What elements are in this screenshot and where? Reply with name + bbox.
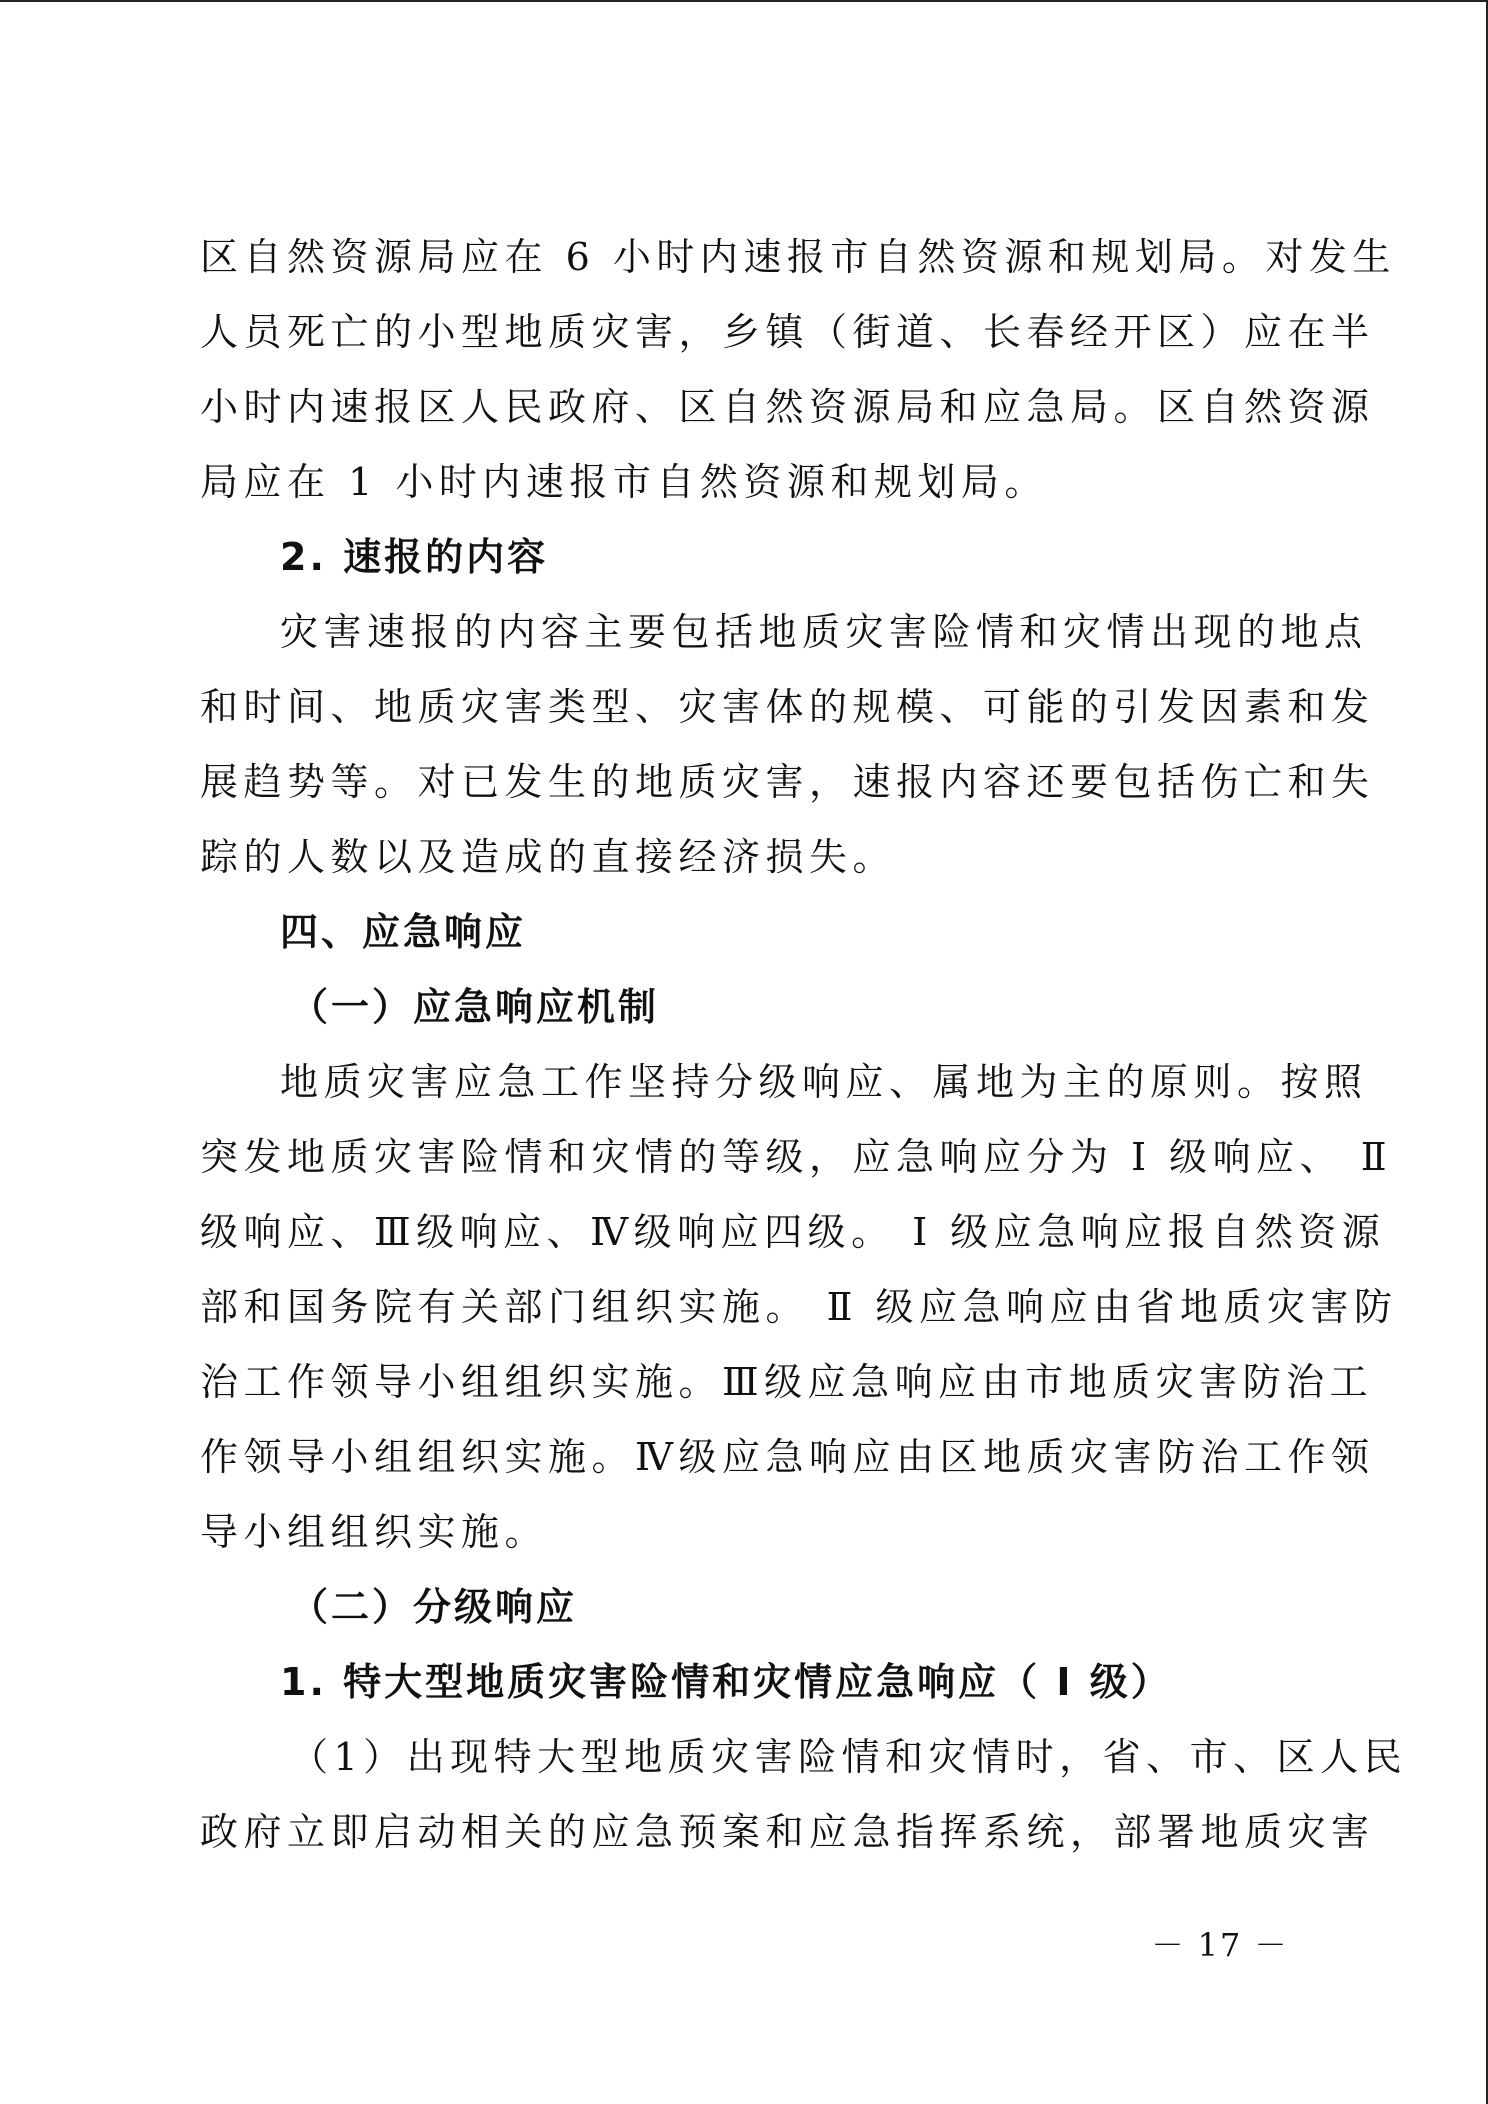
- paragraph-line: 和时间、地质灾害类型、灾害体的规模、可能的引发因素和发: [200, 685, 1375, 729]
- paragraph-line: 人员死亡的小型地质灾害，乡镇（街道、长春经开区）应在半: [200, 310, 1375, 354]
- paragraph-line: 局应在 1 小时内速报市自然资源和规划局。: [200, 460, 1048, 504]
- paragraph-line: 部和国务院有关部门组织实施。 Ⅱ 级应急响应由省地质灾害防: [200, 1285, 1398, 1329]
- paragraph-line: 治工作领导小组组织实施。Ⅲ级应急响应由市地质灾害防治工: [200, 1360, 1374, 1404]
- subsection-heading-graded-response: （二）分级响应: [290, 1585, 578, 1629]
- paragraph-line: 小时内速报区人民政府、区自然资源局和应急局。区自然资源: [200, 385, 1375, 429]
- paragraph-line: 作领导小组组织实施。Ⅳ级应急响应由区地质灾害防治工作领: [200, 1435, 1375, 1479]
- subsection-heading-mechanism: （一）应急响应机制: [290, 985, 660, 1029]
- paragraph-line: 地质灾害应急工作坚持分级响应、属地为主的原则。按照: [280, 1060, 1368, 1104]
- subheading-report-content: 2. 速报的内容: [280, 535, 549, 579]
- paragraph-line: 展趋势等。对已发生的地质灾害，速报内容还要包括伤亡和失: [200, 760, 1375, 804]
- document-body: [200, 220, 1408, 1870]
- paragraph-line: （1）出现特大型地质灾害险情和灾情时，省、市、区人民: [290, 1735, 1408, 1779]
- paragraph-line: 灾害速报的内容主要包括地质灾害险情和灾情出现的地点: [280, 610, 1368, 654]
- paragraph-line: 踪的人数以及造成的直接经济损失。: [200, 835, 897, 879]
- page-number: － 17 －: [1151, 1926, 1289, 1964]
- subheading-level-one-response: 1. 特大型地质灾害险情和灾情应急响应（ Ⅰ 级）: [280, 1660, 1172, 1704]
- paragraph-line: 突发地质灾害险情和灾情的等级，应急响应分为 Ⅰ 级响应、 Ⅱ: [200, 1135, 1393, 1179]
- paragraph-line: 政府立即启动相关的应急预案和应急指挥系统，部署地质灾害: [200, 1810, 1375, 1854]
- page-border-top: [0, 0, 1488, 2]
- paragraph-line: 级响应、Ⅲ级响应、Ⅳ级响应四级。 Ⅰ 级应急响应报自然资源: [200, 1210, 1386, 1254]
- section-heading-emergency-response: 四、应急响应: [280, 910, 527, 954]
- paragraph-line: 区自然资源局应在 6 小时内速报市自然资源和规划局。对发生: [200, 235, 1396, 279]
- paragraph-line: 导小组组织实施。: [200, 1510, 549, 1554]
